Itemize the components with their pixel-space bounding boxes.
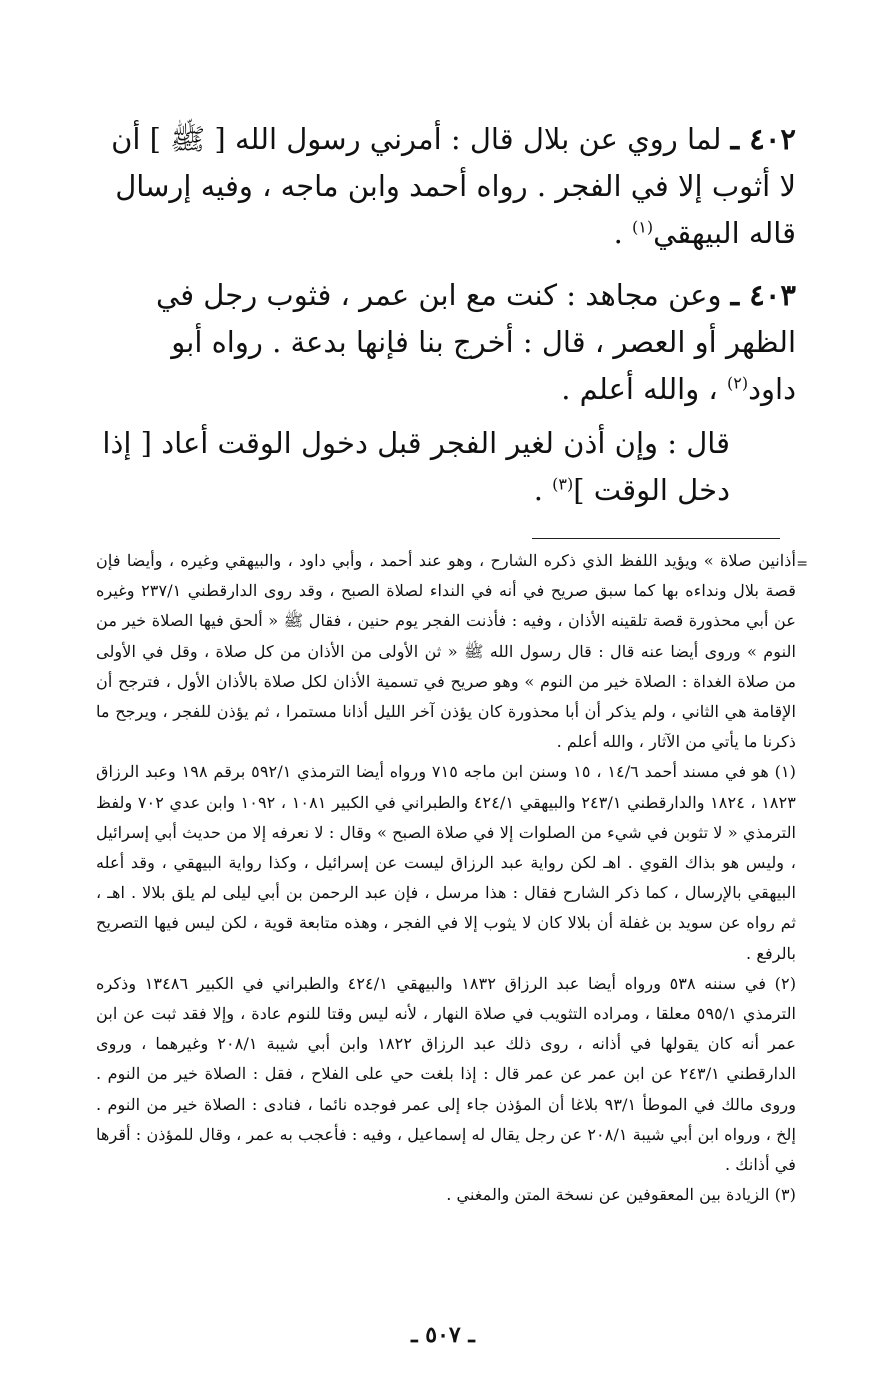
footnote-ref-2[interactable]: (٢) <box>727 373 749 393</box>
footnote-2: (٢) في سننه ٥٣٨ ورواه أيضا عبد الرزاق ١٨٣٢ والبيهقي ٤٢٤/١ والطبراني في الكبير ١٣٤٨٦ وذكره الترمذي ٥٩٥/١ معلقا ، ومراده التثويب في صلاة النهار ، لأنه ليس وقتا للنوم عادة ، وإلا فقد ثبت عن ابن عمر أنه كان يقولها في أذانه ، روى ذلك عبد الرزاق ١٨٢٢ وابن أبي شيبة ٢٠٨/١ وغيرهما ، وروى الدارقطني ٢٤٣/١ عن ابن عمر عن عمر قال : إذا بلغت حي على الفلاح ، فقل : الصلاة خير من النوم . وروى مالك في الموطأ ٩٣/١ بلاغا أن المؤذن جاء إلى عمر فوجده نائما ، فنادى : الصلاة خير من النوم . إلخ ، ورواه ابن أبي شيبة ٢٠٨/١ عن رجل يقال له إسماعيل ، وفيه : فأعجب به عمر ، وقال للمؤذن : أقرها في أذانك . <box>96 973 797 1175</box>
hadith-end: . <box>613 216 632 250</box>
footnote-1: (١) هو في مسند أحمد ١٤/٦ ، ١٥ وسنن ابن ماجه ٧١٥ ورواه أيضا الترمذي ٥٩٢/١ برقم ١٩٨ وعبد الرزاق ١٨٢٣ ، ١٨٢٤ والدارقطني ٢٤٣/١ والبيهقي ٤٢٤/١ والطبراني في الكبير ١٠٨١ ، ١٠٩٢ وابن عدي ٧٠٢ ولفظ الترمذي « لا تثوبن في شيء من الصلوات إلا في صلاة الصبح » وقال : لا نعرفه إلا من حديث أبي إسرائيل ، وليس هو بذاك القوي . اهـ لكن رواية عبد الرزاق ليست عن إسرائيل ، وكذا رواية البيهقي ، وقد أعله البيهقي بالإرسال ، كما ذكر الشارح فقال : هذا مرسل ، فإن عبد الرحمن بن أبي ليلى لم يلق بلالا . اهـ ، ثم رواه عن سويد بن غفلة أن بلالا كان لا يثوب إلا في الفجر ، وهذه متابعة قوية ، لكن ليس فيها التصريح بالرفع . <box>96 762 797 963</box>
hadith-402 <box>96 116 796 257</box>
page-number: ـ ٥٠٧ ـ <box>411 1322 475 1348</box>
footnote-3: (٣) الزيادة بين المعقوفين عن نسخة المتن والمغني . <box>446 1185 796 1205</box>
matn-end: . <box>533 473 553 507</box>
hadith-end: ، والله أعلم . <box>561 372 728 406</box>
hadith-text: لما روي عن بلال قال : أمرني رسول الله [ ﷺ ] أن لا أثوب إلا في الفجر . رواه أحمد وابن ماجه ، وفيه إرسال قاله البيهقي <box>111 122 796 250</box>
hadith-403 <box>96 272 796 413</box>
matn-paragraph <box>96 420 796 514</box>
hadith-text: وعن مجاهد : كنت مع ابن عمر ، فثوب رجل في الظهر أو العصر ، قال : أخرج بنا فإنها بدعة . رواه أبو داود <box>156 278 796 406</box>
footnote-continuation: أذانين صلاة » ويؤيد اللفظ الذي ذكره الشارح ، وهو عند أحمد ، وأبي داود ، والبيهقي وغيره ، وأيضا فإن قصة بلال ونداءه بها كما سبق صريح في أنه في النداء لصلاة الصبح ، وقد روى الدارقطني ٢٣٧/١ وغيره عن أبي محذورة قصة تلقينه الأذان ، وفيه : فأذنت الفجر يوم حنين ، فقال ﷺ « ألحق فيها الصلاة خير من النوم » وروى أيضا عنه قال : قال رسول الله ﷺ « ثن الأولى من الأذان من كل صلاة ، وقل في الأولى من صلاة الغداة : الصلاة خير من النوم » وهو صريح في تسمية الأذان لكل صلاة بالأذان الأول ، فترجح أن الإقامة هي الثاني ، ولم يذكر أن أبا محذورة كان يؤذن آخر الليل أذانا مستمرا ، ثم يؤذن للفجر ، ويرجح ما ذكرنا ما يأتي من الآثار ، والله أعلم . <box>96 551 796 752</box>
continuation-mark: = <box>796 556 808 572</box>
hadith-number: ٤٠٣ ـ <box>730 278 796 312</box>
footnotes-section <box>96 546 796 1210</box>
matn-text: قال : وإن أذن لغير الفجر قبل دخول الوقت أعاد [ إذا دخل الوقت ] <box>102 426 730 507</box>
footnote-separator <box>532 538 780 539</box>
hadith-number: ٤٠٢ ـ <box>730 122 796 156</box>
footnote-ref-1[interactable]: (١) <box>632 217 654 237</box>
footnote-ref-3[interactable]: (٣) <box>552 474 574 494</box>
